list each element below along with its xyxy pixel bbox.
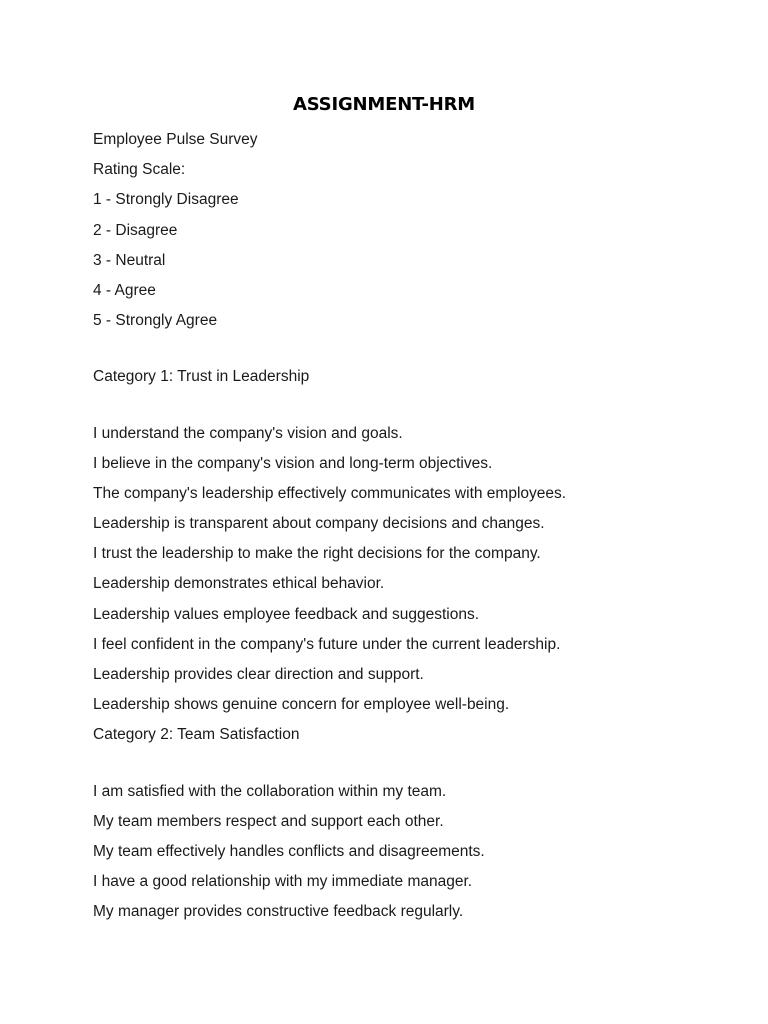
rating-scale-item: 2 - Disagree bbox=[93, 221, 178, 239]
rating-scale-item: 3 - Neutral bbox=[93, 251, 166, 269]
survey-statement: I feel confident in the company's future under the current leadership. bbox=[93, 635, 561, 653]
survey-statement: I trust the leadership to make the right decisions for the company. bbox=[93, 545, 541, 563]
survey-statement: Leadership provides clear direction and support. bbox=[93, 666, 424, 683]
survey-statement: My team members respect and support each other. bbox=[93, 812, 444, 830]
spacer bbox=[93, 396, 693, 422]
category-heading: Category 2: Team Satisfaction bbox=[93, 726, 300, 744]
survey-statement: I believe in the company's vision and long-term objectives. bbox=[93, 454, 493, 472]
rating-scale-item: 1 - Strongly Disagree bbox=[93, 191, 239, 209]
survey-statement: My team effectively handles conflicts and disagreements. bbox=[93, 842, 485, 860]
survey-statement: The company's leadership effectively communicates with employees. bbox=[93, 484, 567, 502]
survey-statement: I understand the company's vision and goals. bbox=[93, 424, 403, 442]
rating-scale-item: 5 - Strongly Agree bbox=[93, 312, 218, 330]
survey-title: Employee Pulse Survey bbox=[93, 131, 258, 148]
survey-statement: Leadership is transparent about company decisions and changes. bbox=[93, 515, 545, 533]
survey-statement: Leadership demonstrates ethical behavior. bbox=[93, 575, 385, 593]
survey-statement: My manager provides constructive feedback regularly. bbox=[93, 903, 464, 921]
survey-statement: I have a good relationship with my immediate manager. bbox=[93, 873, 473, 891]
survey-statement: I am satisfied with the collaboration within my team. bbox=[93, 782, 447, 800]
rating-scale-item: 4 - Agree bbox=[93, 281, 156, 299]
category-heading: Category 1: Trust in Leadership bbox=[93, 368, 310, 386]
spacer bbox=[93, 339, 693, 365]
survey-statement: Leadership values employee feedback and suggestions. bbox=[93, 605, 480, 623]
rating-scale-label: Rating Scale: bbox=[93, 161, 186, 179]
document-body bbox=[93, 128, 693, 931]
survey-statement: Leadership shows genuine concern for employee well-being. bbox=[93, 696, 510, 714]
spacer bbox=[93, 754, 693, 780]
page-title: ASSIGNMENT-HRM bbox=[293, 94, 475, 115]
